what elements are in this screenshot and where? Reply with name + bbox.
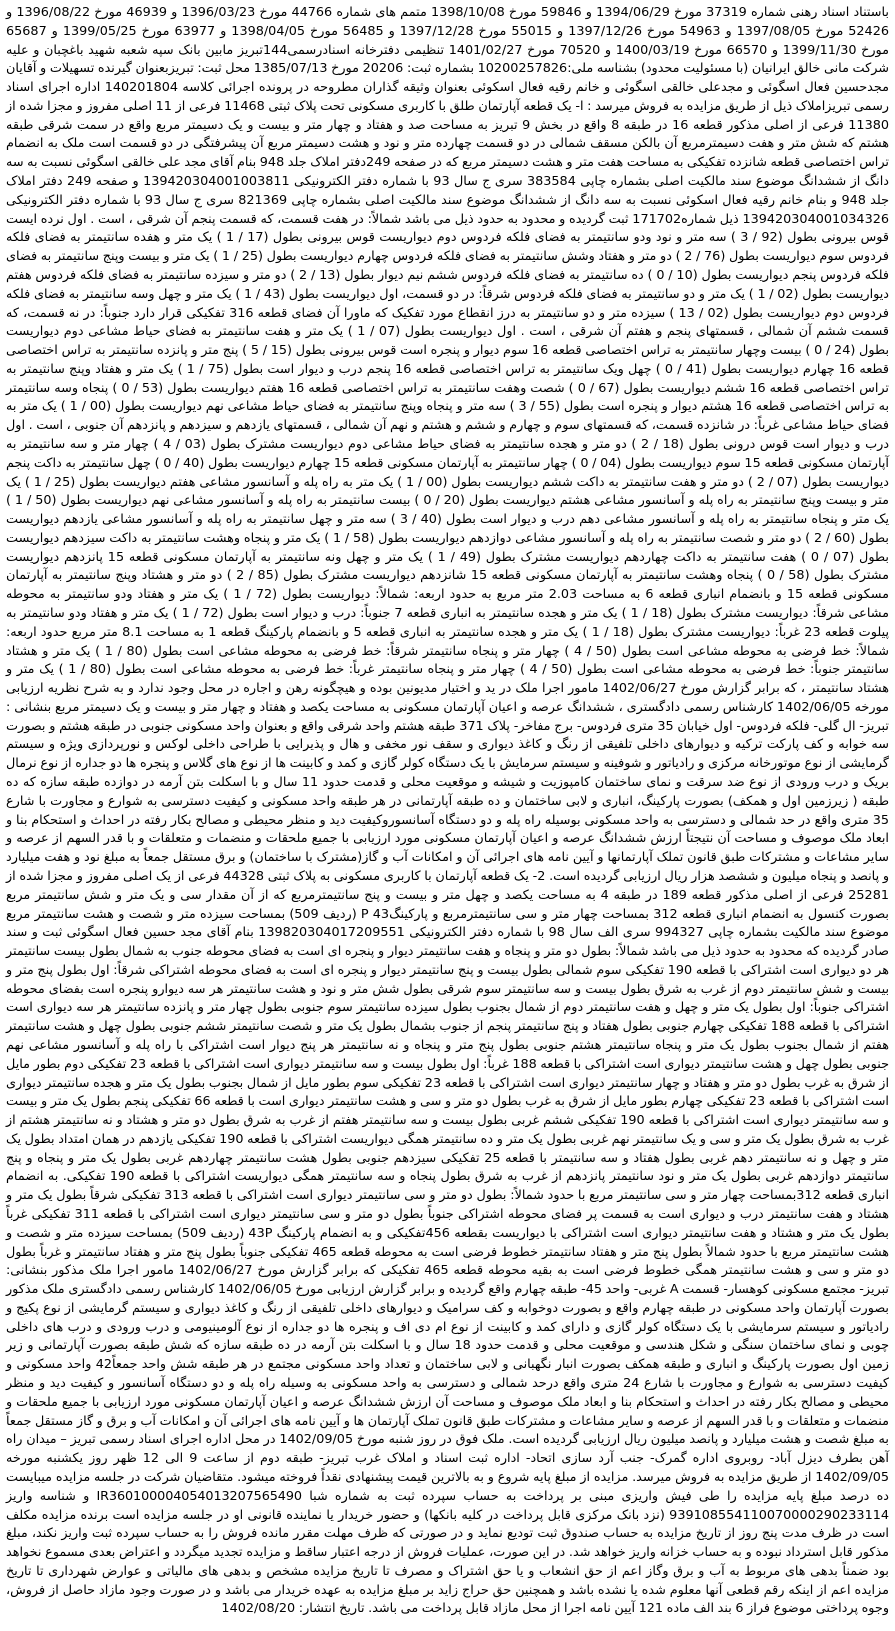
notice-body: باستناد اسناد رهنی شماره 37319 مورخ 1394/06/29 و 59846 مورخ 1398/10/08 متمم های شماره 44766 مورخ 1396/03/23 و 46939 مورخ 1396/08/22 و 52426 مورخ 1397/08/05 و 54963 مورخ 1397/12/26 و 55015 مورخ 1397/12/28 و 56485 مورخ 1398/04/05 و 63977 مورخ 1399/05/25 و 65687 مورخ 1399/11/30 و 66570 مورخ 1400/03/19 و 70520 مورخ 1401/02/27 تنظیمی دفترخانه اسنادرسمی144تبریز مابین بانک سپه شعبه شهید باغچبان و علیه شرکت مانی خالق ایرانیان (با مسئولیت محدود) بشناسه ملی:10200257826 بشماره ثبت: 20206 مورخ 1385/07/13 محل ثبت: تبریزبعنوان گیرنده تسهیلات و آقایان مجدحسین فعال اسگوئی و مجدعلی خالقی اسگوئی و خانم رقیه فعال اسکوئی بعنوان وثیقه گذاران مطروحه در پرونده اجرائی کلاسه 140201804 اداره اجرای اسناد رسمی تبریزاملاک ذیل از طریق مزایده به فروش میرسد : ا- یک قطعه آپارتمان طلق با کاربری مسکونی تحت پلاک ثبتی 11468 فرعی از 11 اصلی مفروز و مجزا شده از 11380 فرعی از اصلی مذکور قطعه 16 در طبقه 8 واقع در بخش 9 تبریز به مساحت صد و هفتاد و چهار متر و بیست و یک دسیمتر مربع واقع در سمت شرقی طبقه هشتم که شش متر و هفت دسیمترمربع آن بالکن مسقف شمالی در دو قسمت چهارده متر و نود و هشت دسیمتر مربع آن پیشرفتگی در دو قسمت است ملک به انضمام تراس اختصاصی قطعه شانزده تفکیکی به مساحت هفت متر و هشت دسیمتر مربع که در صفحه 249دفتر املاک جلد 948 بنام آقای مجد علی خالقی اسگوئی نسبت به سه دانگ از ششدانگ موضوع سند مالکیت اصلی بشماره چاپی 383584 سری ج سال 93 با شماره دفتر الکترونیکی 139420304001003811 و صفحه 249 دفتر املاک جلد 948 و بنام خانم رقیه فعال اسکوئی نسبت به سه دانگ از ششدانگ موضوع سند مالکیت اصلی بشماره چاپی 821369 سری ج سال 93 با شماره دفتر الکترونیکی 139420304001034326 ذیل شماره171702 ثبت گردیده و محدود به حدود ذیل می باشد شمالاً: در هفت قسمت، که قسمت پنجم آن شرقی ، است . اول نرده ایست قوس بیرونی بطول (92 / 3 ) سه متر و نود ودو سانتیمتر به فضای فلکه فردوس دوم دیواریست قوس بیرونی بطول (17 / 1 ) یک متر و هفده سانتیمتر به فضای فلکه فردوس سوم دیواریست بطول (76 / 2 ) دو متر و هفتاد وشش سانتیمتر به فضای فلکه فردوس چهارم دیواریست بطول (25 / 1 ) یک متر و بیست وپنج سانتیمتر به فضای فلکه فردوس پنجم دیواریست بطول (10 / 0 ) ده سانتیمتر به فضای فلکه فردوس ششم نیم دیوار بطول (13 / 2 ) دو متر و سیزده سانتیمتر به فضای فلکه فردوس هفتم دیواریست بطول (02 / 1 ) یک متر و دو سانتیمتر به فضای فلکه فردوس شرقاً: در دو قسمت، اول دیواریست بطول (43 / 1 ) یک متر و چهل وسه سانتیمتر به فضای فلکه فردوس دوم دیواریست بطول (02 / 13 ) سیزده متر و دو سانتیمتر به درز انقطاع مورد تفکیک که ماورا آن فضای قطعه 316 تفکیکی قرار دارد جنوباً: در نه قسمت، که قسمت ششم آن شمالی ، قسمتهای پنجم و هفتم آن شرقی ، است . اول دیواریست بطول (07 / 1 ) یک متر و هفت سانتیمتر به فضای حیاط مشاعی دوم دیواریست بطول (24 / 0 ) بیست وچهار سانتیمتر به تراس اختصاصی قطعه 16 سوم دیوار و پنجره است قوس بیرونی بطول (15 / 5 ) پنج متر و پانزده سانتیمتر به تراس اختصاصی قطعه 16 چهارم دیواریست بطول (41 / 0 ) چهل ویک سانتیمتر به تراس اختصاصی قطعه 16 پنجم درب و دیوار است بطول (75 / 1 ) یک متر و هفتاد وپنج سانتیمتر به تراس اختصاصی قطعه 16 ششم دیواریست بطول (67 / 0 ) شصت وهفت سانتیمتر به تراس اختصاصی قطعه 16 هفتم دیواریست بطول (53 / 0 ) پنجاه وسه سانتیمتر به تراس اختصاصی قطعه 16 هشتم دیوار و پنجره است بطول (55 / 3 ) سه متر و پنجاه وپنج سانتیمتر به فضای حیاط مشاعی نهم دیواریست بطول (00 / 1 ) یک متر به فضای حیاط مشاعی غرباً: در شانزده قسمت، که قسمتهای سوم و چهارم و ششم و هشتم و نهم آن شمالی ، قسمتهای یازدهم و سیزدهم و پانزدهم آن جنوبی ، است . اول درب و دیوار است قوس درونی بطول (18 / 2 ) دو متر و هجده سانتیمتر به فضای حیاط مشاعی دوم دیواریست مشترک بطول (03 / 4 ) چهار متر و سه سانتیمتر به آپارتمان مسکونی قطعه 15 سوم دیواریست بطول (04 / 0 ) چهار سانتیمتر به آپارتمان مسکونی قطعه 15 چهارم دیواریست بطول (40 / 0 ) چهل سانتیمتر به داکت پنجم دیواریست بطول (07 / 2 ) دو متر و هفت سانتیمتر به داکت ششم دیواریست بطول (00 / 1 ) یک متر به راه پله و آسانسور مشاعی هفتم دیواریست بطول (25 / 1 ) یک متر و بیست وپنج سانتیمتر به راه پله و آسانسور مشاعی هشتم دیواریست بطول (20 / 0 ) بیست سانتیمتر به راه پله و آسانسور مشاعی نهم دیواریست بطول (50 / 1 ) یک متر و پنجاه سانتیمتر به راه پله و آسانسور مشاعی دهم درب و دیوار است بطول (40 / 3 ) سه متر و چهل سانتیمتر به راه پله و آسانسور مشاعی یازدهم دیواریست بطول (60 / 2 ) دو متر و شصت سانتیمتر به راه پله و آسانسور مشاعی دوازدهم دیواریست بطول (58 / 1 ) یک متر و پنجاه وهشت سانتیمتر به داکت سیزدهم دیواریست بطول (07 / 0 ) هفت سانتیمتر به داکت چهاردهم دیواریست مشترک بطول (49 / 1 ) یک متر و چهل ونه سانتیمتر به آپارتمان مسکونی قطعه 15 پانزدهم دیواریست مشترک بطول (58 / 0 ) پنجاه وهشت سانتیمتر به آپارتمان مسکونی قطعه 15 شانزدهم دیواریست مشترک بطول (85 / 2 ) دو متر و هشتاد وپنج سانتیمتر به آپارتمان مسکونی قطعه 15 و بانضمام انباری قطعه 6 به مساحت 2.03 متر مربع به حدود اربعه: شمالاً: دیواریست بطول (72 / 1 ) یک متر و هفتاد ودو سانتیمتر به محوطه مشاعی شرقاً: دیواریست مشترک بطول (18 / 1 ) یک متر و هجده سانتیمتر به انباری قطعه 7 جنوباً: درب و دیوار است بطول (72 / 1 ) یک متر و هفتاد ودو سانتیمتر به پیلوت قطعه 23 غرباً: دیواریست مشترک بطول (18 / 1 ) یک متر و هجده سانتیمتر به انباری قطعه 5 و بانضمام پارکینگ قطعه 1 به مساحت 8.1 متر مربع حدود اربعه: شمالاً: خط فرضی به محوطه مشاعی است بطول (50 / 4 ) چهار متر و پنجاه سانتیمتر شرقاً: خط فرضی به محوطه مشاعی است بطول (80 / 1 ) یک متر و هشتاد سانتیمتر جنوباً: خط فرضی به محوطه مشاعی است بطول (50 / 4 ) چهار متر و پنجاه سانتیمتر غرباً: خط فرضی به محوطه مشاعی است بطول (80 / 1 ) یک متر و هشتاد سانتیمتر ، که برابر گزارش مورخ 1402/06/27 مامور اجرا ملک در ید و اختیار مدیونین بوده و هیچگونه رهن و اجاره در محل وجود ندارد و به شرح نظریه ارزیابی مورخه 1402/06/05 کارشناس رسمی دادگستری ، ششدانگ عرصه و اعیان آپارتمان مسکونی به مساحت یکصد و هفتاد و چهار متر و بیست و یک دسیمتر مربع بنشانی : تبریز- ال گلی- فلکه فردوس- اول خیابان 35 متری فردوس- برج مفاخر- پلاک 371 طبقه هشتم واحد شرقی واقع و بعنوان واحد مسکونی جنوبی در طبقه هشتم و بصورت سه خوابه و کف پارکت ترکیه و دیوارهای داخلی تلفیقی از رنگ و کاغذ دیواری و سقف نور مخفی و هال و پذیرایی با طراحی داخلی لوکس و نورپردازی ویژه و سیستم گرمایشی از نوع موتورخانه مرکزی و رادیاتور و شوفینه و سیستم سرمایش با یک دستگاه کولر گازی و کمد و کابینت ها از نوع های گلاس و پنجره ها دو جداره از نوع نرمال بریک و درب ورودی از نوع ضد سرقت و نمای ساختمان کامپوزیت و شیشه و موقعیت محلی و قدمت حدود 11 سال و با اسکلت بتن آرمه در دوازده طبقه سازه که ده طبقه ( زیرزمین اول و همکف) بصورت پارکینگ، انباری و لابی ساختمان و ده طبقه آپارتمانی در هر طبقه واحد مسکونی و کیفیت دسترسی به شوارع و مجاورت با شارع 35 متری واقع در حد شمالی و دسترسی به واحد مسکونی بوسیله راه پله و دو دستگاه آسانسوروکیفیت دید و منظر محیطی و مصالح بکار رفته در احداث و استحکام بنا و ابعاد ملک موصوف و مساحت آن نتیجتاً ارزش ششدانگ عرصه و اعیان آپارتمان مسکونی مورد ارزیابی با جمیع ملحقات و منضمات و متعلقات و با قدر السهم از عرصه و سایر مشاعات و مشترکات طبق قانون تملک آپارتمانها و آیین نامه های اجرائی آن و امکانات آب و گاز(مشترک با ساختمان) و برق مستقل جمعاً به مبلغ نود و هفت میلیارد و پانصد و پنجاه میلیون و ششصد هزار ریال ارزیابی گردیده است. 2- یک قطعه آپارتمان با کاربری مسکونی به پلاک ثبتی 44328 فرعی از یک اصلی مفروز و مجزا شده از 25281 فرعی از اصلی مذکور قطعه 189 در طبقه 4 به مساحت یکصد و چهل متر و بیست و پنج سانتیمترمربع که از آن مقدار سی و یک متر و شش سانتیمتر مربع بصورت کنسول به انضمام انباری قطعه 312 بمساحت چهار متر و سی سانتیمترمربع و پارکینگ43 P (ردیف 509) بمساحت سیزده متر و شصت و هشت سانتیمتر مربع موضوع سند مالکیت بشماره چاپی 994327 سری الف سال 98 با شماره دفتر الکترونیکی 139820304017209551 بنام آقای مجد حسین فعال اسگوئی ثبت و سند صادر گردیده که محدود به حدود ذیل می باشد شمالاً: بطول دو متر و پنجاه و هفت سانتیمتر دیوار و پنجره ای است به فضای محوطه جنوب به شمال بطول بیست سانتیمتر هر دو دیواری است اشتراکی با قطعه 190 تفکیکی سوم شمالی بطول بیست و پنج سانتیمتر دیوار و پنجره ای است به فضای محوطه اشتراکی شرقاً: اول بطول پنج متر و بیست و شش سانتیمتر دوم از غرب به شرق بطول بیست و سه سانتیمتر سوم شرقی بطول شش متر و نود و هشت سانتیمتر هر سه دیوارو پنجره است بفضای محوطه اشتراکی جنوباً: اول بطول یک متر و چهل و هفت سانتیمتر دوم از شمال بجنوب بطول سیزده سانتیمتر سوم جنوبی بطول چهار متر و پانزده سانتیمتر هر سه دیواری است اشتراکی با قطعه 188 تفکیکی چهارم جنوبی بطول هفتاد و پنج سانتیمتر پنجم از جنوب بشمال بطول یک متر و شصت سانتیمتر ششم جنوبی بطول چهل و هشت سانتیمتر هفتم از شمال بجنوب بطول یک متر و پنجاه سانتیمتر هشتم جنوبی بطول پنج متر و پنجاه و نه سانتیمتر هر پنج دیوار است اشتراکی با راه پله و آسانسور مشاعی نهم جنوبی بطول چهل و هشت سانتیمتر دیواری است اشتراکی با قطعه 188 غرباً: اول بطول بیست و سه سانتیمتر دیواری است اشتراکی با قطعه 23 تفکیکی دوم بطور مایل از شرق به غرب بطول دو متر و هفتاد و چهار سانتیمتر دیواری است اشتراکی با قطعه 23 تفکیکی سوم بطور مایل از شمال بجنوب بطول یک متر و هجده سانتیمتر دیواری است اشتراکی با قطعه 23 تفکیکی چهارم بطور مایل از شرق به غرب بطول دو متر و سی و هشت سانتیمتر دیواری است با قطعه 66 تفکیکی پنجم بطول یک متر و بیست و سه سانتیمتر دیواری است اشتراکی با قطعه 190 تفکیکی ششم غربی بطول بیست و سه سانتیمتر هفتم از غرب به شرق بطول دو متر و هشتاد و نه سانتیمتر هشتم از غرب به شرق بطول یک متر و سی و یک سانتیمتر نهم غربی بطول یک متر و ده سانتیمتر همگی دیواریست اشتراکی با قطعه 190 تفکیکی یازدهم در همان امتداد بطول یک متر و چهل و نه سانتیمتر دهم غربی بطول هفتاد و سه سانتیمتر با قطعه 25 تفکیکی سیزدهم جنوبی بطول هشت سانتیمتر چهاردهم غربی بطول یک متر و پنجاه و پنج سانتیمتر دوازدهم غربی بطول یک متر و نود سانتیمتر پانزدهم از غرب به شرق بطول پنجاه و سه سانتیمتر همگی دیواریست اشتراکی با قطعه 190 تفکیکی. به انضمام انباری قطعه 312بمساحت چهار متر و سی سانتیمتر مربع با حدود شمالاً: بطول دو متر و سی سانتیمتر دیواری است اشتراکی با قطعه 313 تفکیکی شرقاً بطول یک متر و هشتاد و هفت سانتیمتر درب و دیواری است به قسمت پر فضای محوطه اشتراکی جنوباً بطول دو متر و سی سانتیمتر دیواری است اشتراکی با قطعه 311 تفکیکی غرباً بطول یک متر و هشتاد و هفت سانتیمتر دیواری است اشتراکی با دیواریست بقطعه 456تفکیکی و به انضمام پارکینگ 43P (ردیف 509) بمساحت سیزده متر و شصت و هشت سانتیمتر مربع با حدود شمالاً بطول پنج متر و هفتاد سانتیمتر خطوط فرضی است به محوطه قطعه 465 تفکیکی جنوباً بطول پنج متر و هفتاد سانتیمتر و غرباً بطول دو متر و سی و هشت سانتیمتر همگی خطوط فرضی است به بقیه محوطه قطعه 465 تفکیکی که برابر گزارش مورخ 1402/06/27 مامور اجرا ملک مذکور بنشانی: تبریز- مجتمع مسکونی کوهسار- قسمت A غربی- واحد 45- طبقه چهارم واقع گردیده و برابر گزارش ارزیابی مورخ 1402/06/05 کارشناس رسمی دادگستری ملک مذکور بصورت آپارتمان واحد مسکونی در طبقه چهارم واقع و بصورت دوخوابه و کف سرامیک و دیوارهای داخلی تلفیقی از رنگ و کاغذ دیواری و سیستم گرمایشی از نوع پکیج و رادیاتور و سیستم سرمایشی با یک دستگاه کولر گازی و دارای کمد و کابینت از نوع ام دی اف و پنجره ها دو جداره از نوع آلومینیومی و درب ورودی و درب های داخلی چوبی و نمای ساختمان سنگی و شکل هندسی و موقعیت محلی و قدمت حدود 18 سال و با اسکلت بتن آرمه در ده طبقه سازه که شش طبقه بصورت آپارتمانی و زیر زمین اول بصورت پارکینگ و انباری و طبقه همکف بصورت انبار نگهبانی و لابی ساختمان و تعداد واحد مسکونی مجتمع در هر طبقه شش واحد جمعاً42 واحد مسکونی و کیفیت دسترسی به شوارع و مجاورت با شارع 24 متری واقع درحد شمالی و دسترسی به واحد مسکونی به وسیله راه پله و دو دستگاه آسانسور و کیفیت دید و منظر محیطی و مصالح بکار رفته در احداث و استحکام بنا و ابعاد ملک موصوف و مساحت آن ارزش ششدانگ عرصه و اعیان آپارتمان مسکونی مورد ارزیابی با جمیع ملحقات و منضمات و متعلقات و با قدر السهم از عرصه و سایر مشاعات و مشترکات طبق قانون تملک آپارتمان ها و آیین نامه های اجرائی آن و امکانات آب و برق و گاز مستقل جمعاً به مبلغ شصت و هشت میلیارد و پانصد میلیون ریال ارزیابی گردیده است. ملک فوق در روز شنبه مورخ 1402/09/05 در محل اداره اجرای اسناد رسمی تبریز – میدان راه آهن بطرف دیزل آباد- روبروی اداره گمرک- جنب آرد سازی اتحاد- اداره ثبت اسناد و املاک غرب تبریز- طبقه دوم از ساعت 9 الی 12 ظهر روز یکشنبه مورخه 1402/09/05 از طریق مزایده به فروش میرسد. مزایده از مبلغ پایه شروع و به بالاترین قیمت پیشنهادی نقداً فروخته میشود. متقاضیان شرکت در جلسه مزایده میبایست ده درصد مبلغ پایه مزایده را طی فیش واریزی مبنی بر پرداخت به حساب سپرده ثبت به شماره شبا IR360100004054013207565490 و شناسه واریز 939108554110070000290233114 (نزد بانک مرکزی قابل پرداخت در کلیه بانکها) و حضور خریدار یا نماینده قانونی او در جلسه مزایده است برنده مزایده مکلف است در ظرف مدت پنج روز از تاریخ مزایده به حساب صندوق ثبت تودیع نماید و در صورتی که ظرف مهلت مقرر مانده فروش را به حساب سپرده ثبت واریز نکند، مبلغ مذکور قابل استرداد نبوده و به حساب خزانه واریز خواهد شد. در این صورت، عملیات فروش از درجه اعتبار ساقط و مزایده تجدید میگردد و اعتراض بعدی مسموع نخواهد بود ضمناً بدهی های مربوط به آب و برق وگاز اعم از حق انشعاب و یا حق اشتراک و مصرف تا تاریخ مزایده مشخص و بدهی های مالیاتی و عوارض شهرداری تا تاریخ مزایده اعم از اینکه رقم قطعی آنها معلوم شده یا نشده باشد و همچنین حق حراج زاید بر مبلغ مزایده به عهده خریدار می باشد و در صورت وجود مازاد حاصل از فروش، وجوه پرداختی موضوع فراز 6 بند الف ماده 121 آیین نامه اجرا از محل مازاد قابل پرداخت می باشد. تاریخ انتشار: — [5, 5, 890, 1617]
auction-notice-text — [6, 4, 889, 1619]
publish-date: 1402/08/20 — [221, 1601, 296, 1617]
